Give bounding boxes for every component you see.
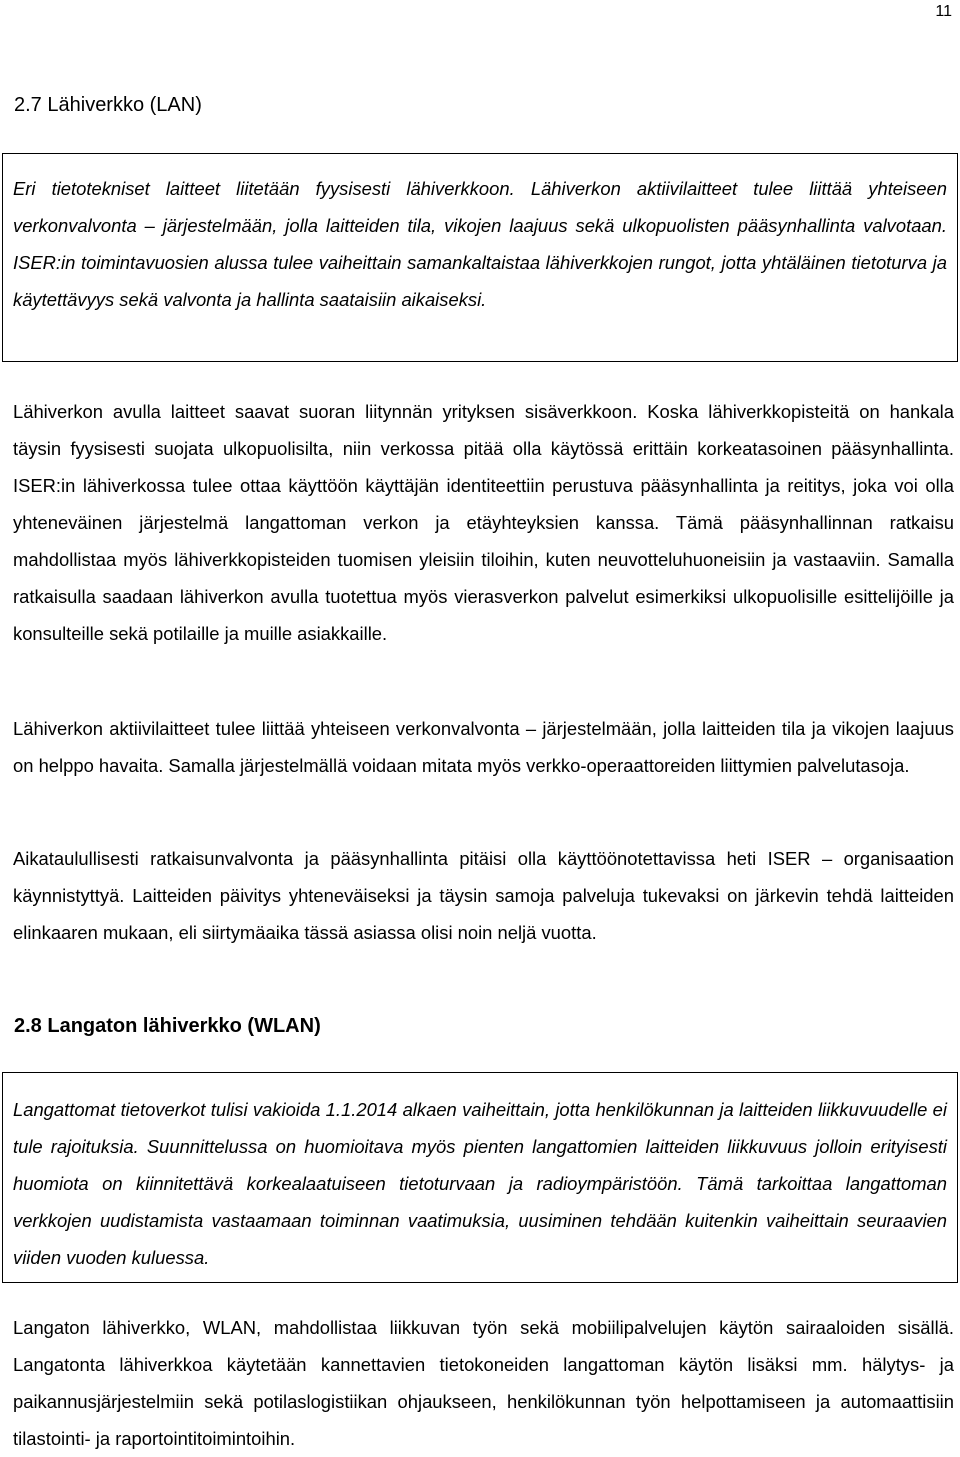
paragraph-text: Langaton lähiverkko, WLAN, mahdollistaa liikkuvan työn sekä mobiilipalvelujen käytön sairaaloiden sisällä. Langatonta lähiverkkoa käytetään kannettavien tietokoneiden langattoman käytön lisäksi mm. hälytys- ja paikannusjärjestelmiin sekä potilaslogistiikan ohjaukseen, henkilökunnan työn helpottamiseen ja automaattisiin tilastointi- ja raportointitoimintoihin.	[13, 1317, 954, 1449]
section-number: 2.7	[14, 94, 42, 116]
section-title: Lähiverkko (LAN)	[47, 94, 202, 116]
highlight-box	[2, 1072, 958, 1283]
page-number: 11	[935, 3, 952, 20]
section-heading-2-8	[14, 1014, 321, 1038]
boxed-paragraph: Langattomat tietoverkot tulisi vakioida 1.1.2014 alkaen vaiheittain, jotta henkilökunnan ja laitteiden liikkuvuudelle ei tule rajoituksia. Suunnittelussa on huomioitava myös pienten langattomien laitteiden liikkuvuus jolloin erityisesti huomiota on kiinnitettävä korkealaatuiseen tietoturvaan ja radioympäristöön. Tämä tarkoittaa langattoman verkkojen uudistamista vastaamaan toiminnan vaatimuksia, uusiminen tehdään kuitenkin vaiheittain seuraavien viiden vuoden kuluessa.	[13, 1099, 947, 1268]
boxed-paragraph: Eri tietotekniset laitteet liitetään fyysisesti lähiverkkoon. Lähiverkon aktiivilaitteet tulee liittää yhteiseen verkonvalvonta – järjestelmään, jolla laitteiden tila, vikojen laajuus sekä ulkopuolisten pääsynhallinta valvotaan. ISER:in toimintavuosien alussa tulee vaiheittain samankaltaistaa lähiverkkojen rungot, jotta yhtäläinen tietoturva ja käytettävyys sekä valvonta ja hallinta saataisiin aikaiseksi.	[13, 178, 947, 310]
body-paragraph	[13, 840, 954, 951]
paragraph-text: Lähiverkon aktiivilaitteet tulee liittää yhteiseen verkonvalvonta – järjestelmään, jolla laitteiden tila ja vikojen laajuus on helppo havaita. Samalla järjestelmällä voidaan mitata myös verkko-operaattoreiden liittymien palvelutasoja.	[13, 718, 954, 776]
section-title: Langaton lähiverkko (WLAN)	[47, 1015, 321, 1037]
body-paragraph	[13, 393, 954, 652]
body-paragraph	[13, 710, 954, 784]
paragraph-text: Lähiverkon avulla laitteet saavat suoran liitynnän yrityksen sisäverkkoon. Koska lähiverkkopisteitä on hankala täysin fyysisesti suojata ulkopuolisilta, niin verkossa pitää olla käytössä erittäin korkeatasoinen pääsynhallinta. ISER:in lähiverkossa tulee ottaa käyttöön käyttäjän identiteettiin perustuva pääsynhallinta ja reititys, joka voi olla yhteneväinen järjestelmä langattoman verkon ja etäyhteyksien kanssa. Tämä pääsynhallinnan ratkaisu mahdollistaa myös lähiverkkopisteiden tuomisen yleisiin tiloihin, kuten neuvotteluhuoneisiin ja vastaaviin. Samalla ratkaisulla saadaan lähiverkon avulla tuotettua myös vierasverkon palvelut esimerkiksi ulkopuolisille esittelijöille ja konsulteille sekä potilaille ja muille asiakkaille.	[13, 401, 954, 644]
section-number: 2.8	[14, 1015, 42, 1037]
highlight-box	[2, 153, 958, 362]
body-paragraph	[13, 1309, 954, 1457]
section-heading-2-7	[14, 93, 202, 117]
paragraph-text: Aikataulullisesti ratkaisunvalvonta ja pääsynhallinta pitäisi olla käyttöönotettavissa heti ISER – organisaation käynnistyttyä. Laitteiden päivitys yhteneväiseksi ja täysin samoja palveluja tukevaksi on järkevin tehdä laitteiden elinkaaren mukaan, eli siirtymäaika tässä asiassa olisi noin neljä vuotta.	[13, 848, 954, 943]
